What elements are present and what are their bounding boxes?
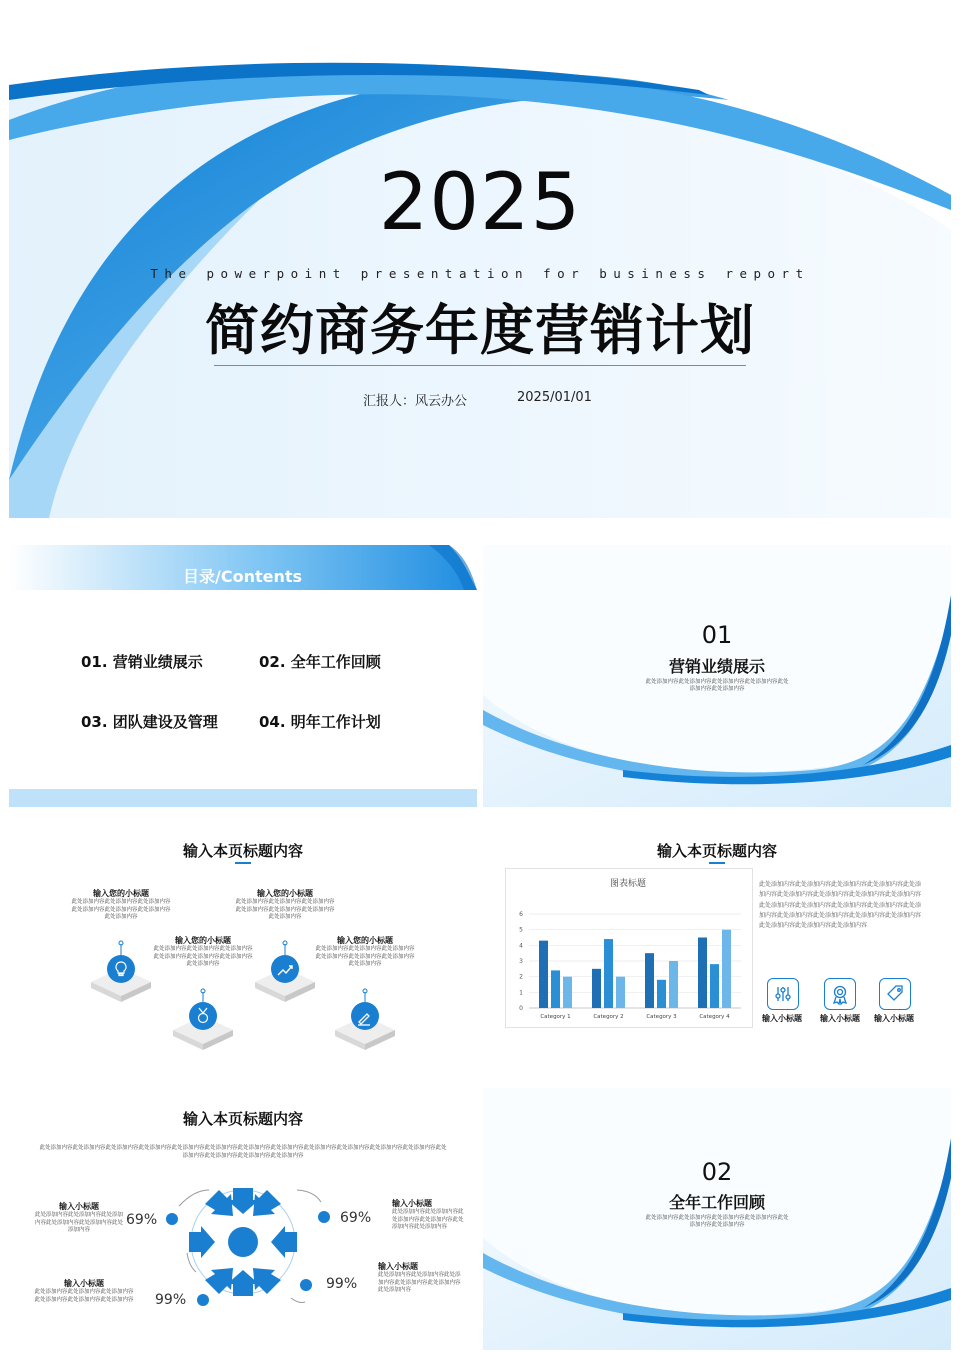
platform-3: [255, 941, 315, 1002]
ideas-slide: [9, 820, 477, 1082]
section-01-number: 01: [701, 621, 733, 649]
bar-chart: [505, 868, 751, 1026]
bar-series1-2: [592, 969, 601, 1008]
radial-right-2: [378, 1261, 464, 1295]
tag-icon-box[interactable]: [879, 978, 911, 1010]
x-tick-label: Category 2: [593, 1014, 624, 1020]
bar-series1-4: [698, 938, 707, 1009]
section-02-desc-line2: 添加内容此处添加内容: [689, 1222, 745, 1228]
radial-title: 输入本页标题内容: [182, 1110, 303, 1128]
radial-right-1-pct: 69%: [340, 1210, 372, 1226]
x-tick-label: Category 4: [699, 1014, 730, 1020]
platform-4: [335, 989, 395, 1050]
cover-title: 简约商务年度营销计划: [205, 299, 755, 362]
contents-header: 目录/Contents: [183, 567, 303, 586]
section-01-desc-line1: 此处添加内容此处添加内容此处添加内容此处添加内容此处: [645, 679, 789, 685]
idea-2-text: 此处添加内容此处添加内容此处添加内容此处添加内容此处添加内容此处添加内容此处添加内容: [153, 946, 253, 967]
toc-item-1[interactable]: 01. 营销业绩展示: [81, 653, 203, 671]
radial-right-2-text: 此处添加内容此处添加内容此处添加内容此处添加内容此处添加内容此处添加内容: [378, 1272, 461, 1293]
idea-4-heading: 输入您的小标题: [337, 936, 393, 945]
tag-icon: [880, 979, 910, 1009]
radial-left-2-heading: 输入小标题: [64, 1279, 104, 1288]
radial-slide: [9, 1088, 477, 1350]
section-01-desc-line2: 添加内容此处添加内容: [689, 686, 745, 692]
bar-series1-3: [645, 953, 654, 1008]
radial-right-1-heading: 输入小标题: [392, 1199, 432, 1208]
idea-3-text: 此处添加内容此处添加内容此处添加内容此处添加内容此处添加内容此处添加内容此处添加内容: [235, 899, 335, 920]
section-01-title: 营销业绩展示: [668, 657, 765, 676]
section-02-number: 02: [701, 1158, 733, 1186]
ideas-platforms: [9, 820, 477, 1082]
chart-slide-title-accent: [709, 862, 725, 864]
bar-series3-4: [722, 930, 731, 1008]
sliders-icon: [768, 979, 798, 1009]
cover-wave-decoration: [9, 10, 951, 518]
section-02-slide: [483, 1088, 951, 1350]
bar-series3-2: [616, 977, 625, 1008]
y-tick-label: 4: [519, 942, 523, 950]
idea-1-text: 此处添加内容此处添加内容此处添加内容此处添加内容此处添加内容此处添加内容此处添加内容: [71, 899, 171, 920]
bar-series3-1: [563, 977, 572, 1008]
bar-series2-2: [604, 939, 613, 1008]
bar-series1-1: [539, 941, 548, 1008]
radial-right-2-pct: 99%: [326, 1276, 358, 1292]
toc-item-2[interactable]: 02. 全年工作回顾: [259, 653, 381, 671]
bar-series2-3: [657, 980, 666, 1008]
icon-label-2: 输入小标题: [820, 1014, 860, 1023]
award-icon: [825, 979, 855, 1009]
idea-3-heading: 输入您的小标题: [257, 889, 313, 898]
contents-slide: [9, 545, 477, 807]
cover-year: 2025: [378, 158, 582, 248]
section-02-title: 全年工作回顾: [668, 1193, 765, 1212]
cover-date: 2025/01/01: [517, 390, 592, 405]
toc-item-3[interactable]: 03. 团队建设及管理: [81, 713, 218, 731]
radial-right-1-text: 此处添加内容此处添加内容此处添加内容此处添加内容此处添加内容此处添加内容: [392, 1209, 464, 1230]
bar-series2-1: [551, 970, 560, 1008]
radial-left-1: [34, 1201, 124, 1235]
y-tick-label: 3: [519, 958, 523, 965]
idea-2-heading: 输入您的小标题: [175, 936, 231, 945]
section-02-desc-line1: 此处添加内容此处添加内容此处添加内容此处添加内容此处: [645, 1215, 789, 1221]
radial-left-1-text: 此处添加内容此处添加内容此处添加内容此处添加内容此处添加内容此处添加内容: [34, 1212, 123, 1233]
radial-left-1-pct: 69%: [126, 1212, 158, 1228]
radial-right-1: [392, 1198, 464, 1232]
chart-slide-title: 输入本页标题内容: [656, 842, 777, 860]
idea-1-heading: 输入您的小标题: [93, 889, 149, 898]
cover-reporter: 汇报人：风云办公: [363, 394, 468, 409]
bar-series2-4: [710, 964, 719, 1008]
award-icon-box[interactable]: [824, 978, 856, 1010]
idea-4-text: 此处添加内容此处添加内容此处添加内容此处添加内容此处添加内容此处添加内容此处添加内容: [315, 946, 415, 967]
x-tick-label: Category 3: [646, 1014, 677, 1020]
y-tick-label: 5: [519, 926, 523, 934]
ideas-title: 输入本页标题内容: [182, 842, 303, 860]
platform-2: [173, 989, 233, 1050]
y-tick-label: 2: [519, 973, 523, 981]
chart-title: 图表标题: [609, 879, 646, 889]
section-01-slide: [483, 545, 951, 807]
cover-divider: [214, 365, 746, 366]
y-tick-label: 6: [519, 911, 523, 918]
radial-right-2-heading: 输入小标题: [378, 1262, 418, 1271]
cover-slide: [9, 10, 951, 518]
platform-1: [91, 941, 151, 1002]
chart-slide: [483, 820, 951, 1082]
toc-item-4[interactable]: 04. 明年工作计划: [259, 713, 381, 731]
x-tick-label: Category 1: [540, 1014, 571, 1020]
radial-intro: 此处添加内容此处添加内容此处添加内容此处添加内容此处添加内容此处添加内容此处添加内容此处添加内容此处添加内容此处添加内容此处添加内容此处添加内容此处添加内容此处添加内容此处添加内容此处添加内容: [39, 1145, 447, 1159]
icon-label-3: 输入小标题: [874, 1014, 914, 1023]
radial-left-2: [34, 1278, 134, 1304]
icon-label-1: 输入小标题: [762, 1014, 802, 1023]
chart-slide-paragraph: 此处添加内容此处添加内容此处添加内容此处添加内容此处添加内容此处添加内容此处添加内容此处添加内容此处添加内容此处添加内容此处添加内容此处添加内容此处添加内容此处添加内容此处添加内容此处添加内容此处添加内容此处添加内容此处添加内容此处添加内容此处添加内容: [759, 881, 922, 930]
y-tick-label: 1: [519, 989, 523, 997]
y-tick-label: 0: [519, 1005, 523, 1012]
bar-series3-3: [669, 961, 678, 1008]
cover-subtitle: The powerpoint presentation for business report: [150, 266, 810, 281]
radial-left-2-text: 此处添加内容此处添加内容此处添加内容此处添加内容此处添加内容此处添加内容: [34, 1289, 134, 1303]
radial-left-1-heading: 输入小标题: [59, 1202, 99, 1211]
radial-left-2-pct: 99%: [155, 1292, 187, 1308]
sliders-icon-box[interactable]: [767, 978, 799, 1010]
